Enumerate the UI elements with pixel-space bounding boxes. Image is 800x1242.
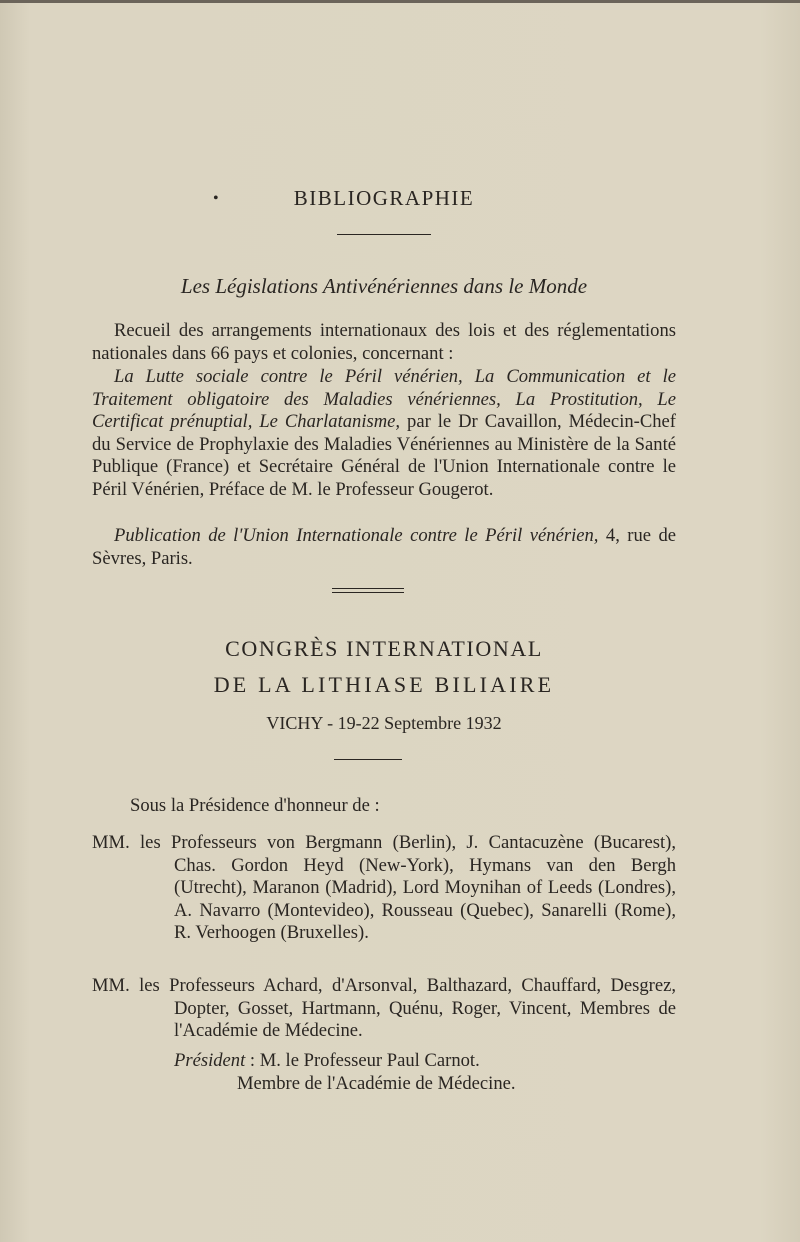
president-label: Président: [174, 1050, 246, 1071]
congress-title-line-2: DE LA LITHIASE BILIAIRE: [213, 672, 555, 697]
page-top-edge: [0, 0, 800, 3]
bibliography-paragraph-1: Recueil des arrangements internationaux des lois et des réglementations nationales dans 66 pays et colonies, concernant :: [92, 320, 676, 364]
bibliography-paragraph-3: [92, 525, 676, 570]
stray-mark: •: [213, 190, 219, 207]
publisher-address: 4, rue de Sèvres, Paris.: [92, 525, 677, 569]
president-block: [174, 1050, 674, 1095]
topics-italic: La Lutte sociale contre le Péril vénérien, La Communication et le Traitement obligatoire des Maladies vénériennes, La Prostitution, Le Certificat prénuptial, Le Charlatanisme,: [92, 366, 676, 433]
presidence-intro: Sous la Présidence d'honneur de :: [130, 795, 380, 816]
president-line: [174, 1050, 674, 1073]
publisher-italic: Publication de l'Union Internationale contre le Péril vénérien,: [114, 525, 599, 546]
president-name: : M. le Professeur Paul Carnot.: [245, 1050, 480, 1071]
author-text: par le Dr Cavaillon, Médecin-Chef du Service de Prophylaxie des Maladies Vénériennes au Ministère de la Santé Publique (France) et Secrétaire Général de l'Union Internationale contre le Péril Vénérien, Préface de M. le Professeur Gougerot.: [92, 411, 676, 500]
dateline-rule: [334, 759, 402, 760]
congress-title-line-1: CONGRÈS INTERNATIONAL: [225, 636, 543, 661]
academy-members-list: MM. les Professeurs Achard, d'Arsonval, Balthazard, Chauffard, Desgrez, Dopter, Gosset, Hartmann, Quénu, Roger, Vincent, Membres de l'Académie de Médecine.: [92, 975, 676, 1042]
president-title: Membre de l'Académie de Médecine.: [237, 1072, 516, 1094]
bibliography-paragraph-2: [92, 366, 676, 502]
bibliography-heading: BIBLIOGRAPHIE: [293, 186, 475, 210]
congress-dateline: VICHY - 19-22 Septembre 1932: [266, 713, 502, 733]
honorary-members-list: MM. les Professeurs von Bergmann (Berlin), J. Cantacuzène (Bucarest), Chas. Gordon Heyd (New-York), Hymans van den Bergh (Utrecht), Maranon (Madrid), Lord Moynihan of Leeds (Londres), A. Navarro (Montevideo), Rousseau (Quebec), Sanarelli (Rome), R. Verhoogen (Bruxelles).: [92, 832, 676, 944]
section-divider: [332, 588, 404, 593]
book-title: Les Législations Antivénériennes dans le Monde: [180, 274, 588, 298]
heading-rule: [337, 234, 431, 235]
